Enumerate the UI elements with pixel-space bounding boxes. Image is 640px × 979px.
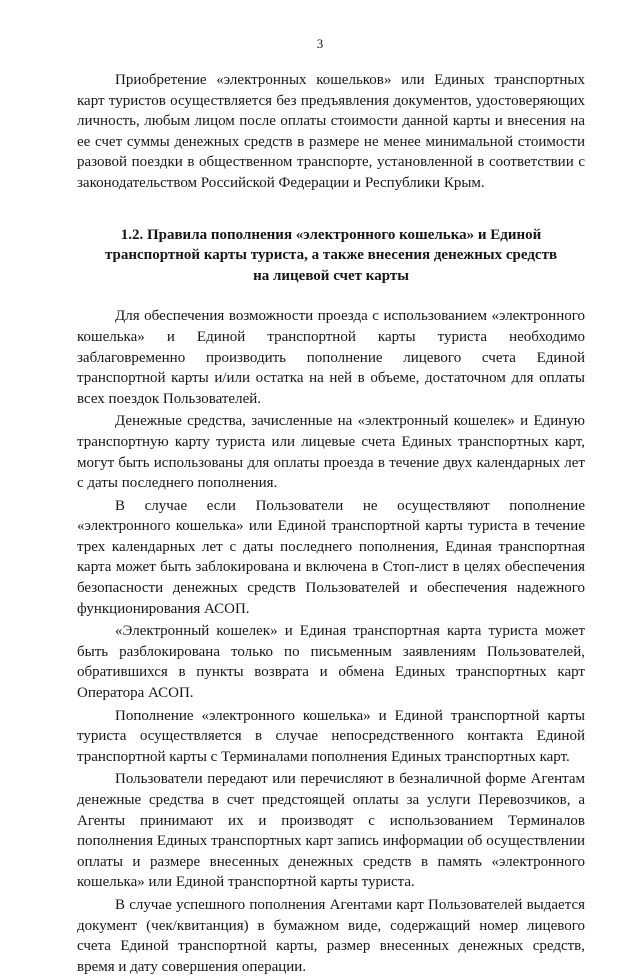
paragraph-advance-topup: Для обеспечения возможности проезда с использованием «электронного кошелька» и Единой транспортной карты туриста необходимо заблаговременно производить пополнение лицевого счета Единой транспортной карты и/или остатка на ней в объеме, достаточном для оплаты всех поездок Пользователей. — [77, 308, 585, 407]
section-heading-line: на лицевой счет карты — [253, 267, 409, 284]
section-heading-line: 1.2. Правила пополнения «электронного кошелька» и Единой — [120, 226, 542, 243]
page-number: 3 — [316, 36, 324, 51]
paragraph-receipt: В случае успешного пополнения Агентами карт Пользователей выдается документ (чек/квитанция) в бумажном виде, содержащий номер лицевого счета Единой транспортной карты, размер внесенных денежных средств, время и дату совершения операции. — [77, 896, 585, 975]
paragraph-card-purchase: Приобретение «электронных кошельков» или Единых транспортных карт туристов осуществляется без предъявления документов, удостоверяющих личность, любым лицом после оплаты стоимости данной карты и внесения на ее счет суммы денежных средств в размере не менее минимальной стоимости разовой поездки в общественном транспорте, установленной в соответствии с законодательством Российской Федерации и Республики Крым. — [77, 72, 585, 191]
paragraph-funds-validity: Денежные средства, зачисленные на «электронный кошелек» и Единую транспортную карту туриста или лицевые счета Единых транспортных карт, могут быть использованы для оплаты проезда в течение двух календарных лет с даты последнего пополнения. — [77, 413, 585, 492]
document-body — [77, 70, 585, 979]
paragraph-card-blocking: В случае если Пользователи не осуществляют пополнение «электронного кошелька» или Единой транспортной карты туриста в течение трех календарных лет с даты последнего пополнения, Единая транспортная карта может быть заблокирована и включена в Стоп-лист в целях обеспечения безопасности денежных средств Пользователей и обеспечения надежного функционирования АСОП. — [77, 497, 585, 617]
section-heading-line: транспортной карты туриста, а также внесения денежных средств — [104, 247, 558, 264]
paragraph-card-unblocking: «Электронный кошелек» и Единая транспортная карта туриста может быть разблокирована только по письменным заявлениям Пользователей, обратившихся в пункты возврата и обмена Единых транспортных карт Оператора АСОП. — [77, 623, 585, 702]
paragraph-agent-payment: Пользователи передают или перечисляют в безналичной форме Агентам денежные средства в счет предстоящей оплаты за услуги Перевозчиков, а Агенты принимают их и производят с использованием Терминалов пополнения Единых транспортных карт запись информации об осуществлении оплаты и размере внесенных денежных средств в память «электронного кошелька» или Единой транспортной карты туриста. — [77, 771, 585, 891]
paragraph-topup-terminal: Пополнение «электронного кошелька» и Единой транспортной карты туриста осуществляется в случае непосредственного контакта Единой транспортной карты с Терминалами пополнения Единых транспортных карт. — [77, 707, 585, 765]
section-heading — [77, 225, 585, 287]
